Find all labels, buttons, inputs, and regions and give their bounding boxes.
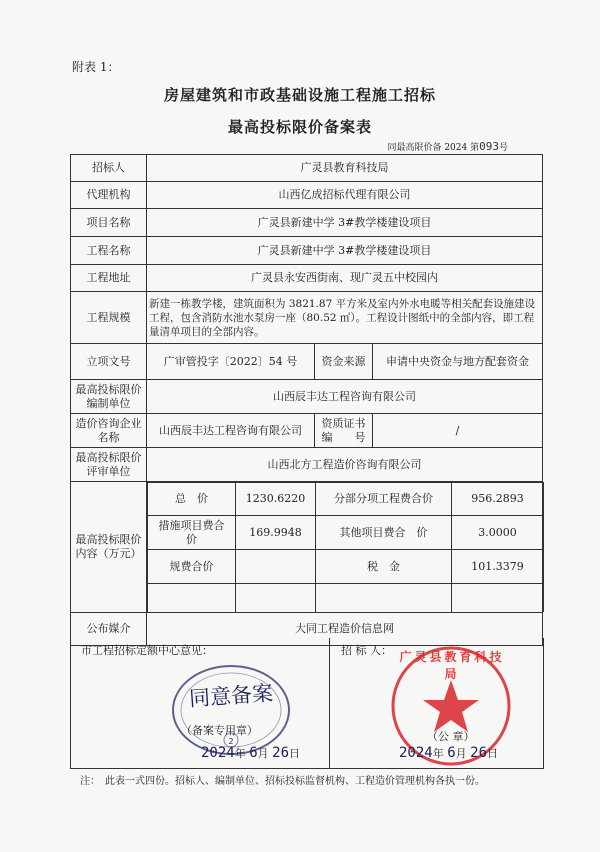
- media-label: 公布媒介: [71, 613, 147, 646]
- sub-item-value: 956.2893: [452, 483, 544, 516]
- price-breakdown-table: [147, 482, 544, 612]
- total-label: 总 价: [148, 483, 236, 516]
- filing-seal-caption: （备案专用章）: [181, 724, 258, 737]
- page-title: 房屋建筑和市政基础设施工程施工招标: [163, 86, 436, 104]
- signature-divider: [329, 638, 330, 768]
- scale-value: 新建一栋教学楼，建筑面积为 3821.87 平方米及室内外水电暖等相关配套设施建设工程，包含消防水池水泵房一座（80.52 ㎡）。工程设计图纸中的全部内容，即工程量清单项目的全部内容。: [147, 292, 543, 344]
- media-value: 大同工程造价信息网: [147, 613, 543, 646]
- approval-value: 广审管投字〔2022〕54 号: [147, 344, 315, 380]
- approval-opinion-title: 市工程招标定额中心意见：: [81, 644, 213, 657]
- tax-value: 101.3379: [452, 550, 544, 584]
- left-date: 2024年 6月 26日: [201, 745, 301, 761]
- measure-label: 措施项目费合 价: [148, 516, 236, 550]
- engineering-name-label: 工程名称: [71, 237, 147, 265]
- page-subtitle: 最高投标限价备案表: [227, 118, 372, 136]
- sub-item-label: 分部分项工程费合价: [316, 483, 452, 516]
- tenderer-value: 广灵县教育科技局: [147, 155, 543, 182]
- review-unit-value: 山西北方工程造价咨询有限公司: [147, 448, 543, 482]
- fee-label: 规费合价: [148, 550, 236, 584]
- price-breakdown: [147, 482, 543, 613]
- record-number-handwritten: 093: [479, 140, 499, 153]
- official-seal-text: 广灵县教育科技局: [399, 650, 505, 681]
- right-date: 2024年 6月 26日: [399, 745, 499, 761]
- tenderer-label: 招标人: [71, 155, 147, 182]
- total-value: 1230.6220: [236, 483, 316, 516]
- address-label: 工程地址: [71, 265, 147, 292]
- fee-value: [236, 550, 316, 584]
- engineering-name-value: 广灵县新建中学 3#教学楼建设项目: [147, 237, 543, 265]
- tenderer-sign-title: 招 标 人：: [341, 644, 392, 657]
- agency-label: 代理机构: [71, 182, 147, 209]
- seal-star-icon: [423, 680, 479, 732]
- tax-label: 税 金: [316, 550, 452, 584]
- cert-value: /: [373, 414, 543, 448]
- measure-value: 169.9948: [236, 516, 316, 550]
- fund-source-value: 申请中央资金与地方配套资金: [373, 344, 543, 380]
- record-number: 同最高限价备 2024 第093号: [387, 140, 508, 153]
- consult-label: 造价咨询企业名称: [71, 414, 147, 448]
- compile-unit-label: 最高投标限价编制单位: [71, 380, 147, 414]
- approval-handwriting: 同意备案: [188, 681, 274, 711]
- approval-label: 立项文号: [71, 344, 147, 380]
- record-table: [70, 154, 543, 646]
- signature-section: [70, 638, 544, 769]
- content-label: 最高投标限价内容（万元）: [71, 482, 147, 613]
- compile-unit-value: 山西辰丰达工程咨询有限公司: [147, 380, 543, 414]
- project-name-value: 广灵县新建中学 3#教学楼建设项目: [147, 209, 543, 237]
- agency-value: 山西亿成招标代理有限公司: [147, 182, 543, 209]
- scale-label: 工程规模: [71, 292, 147, 344]
- footer-note: 注： 此表一式四份。招标人、编制单位、招标投标监督机构、工程造价管理机构各执一份。: [80, 776, 485, 787]
- other-label: 其他项目费合 价: [316, 516, 452, 550]
- address-value: 广灵县永安西街南、现广灵五中校园内: [147, 265, 543, 292]
- other-value: 3.0000: [452, 516, 544, 550]
- svg-text:2: 2: [228, 737, 234, 746]
- official-seal-caption: （公 章）: [427, 730, 475, 743]
- consult-value: 山西辰丰达工程咨询有限公司: [147, 414, 315, 448]
- review-unit-label: 最高投标限价评审单位: [71, 448, 147, 482]
- fund-source-label: 资金来源: [315, 344, 373, 380]
- cert-label: 资质证书编 号: [315, 414, 373, 448]
- project-name-label: 项目名称: [71, 209, 147, 237]
- appendix-label: 附表 1：: [72, 60, 120, 74]
